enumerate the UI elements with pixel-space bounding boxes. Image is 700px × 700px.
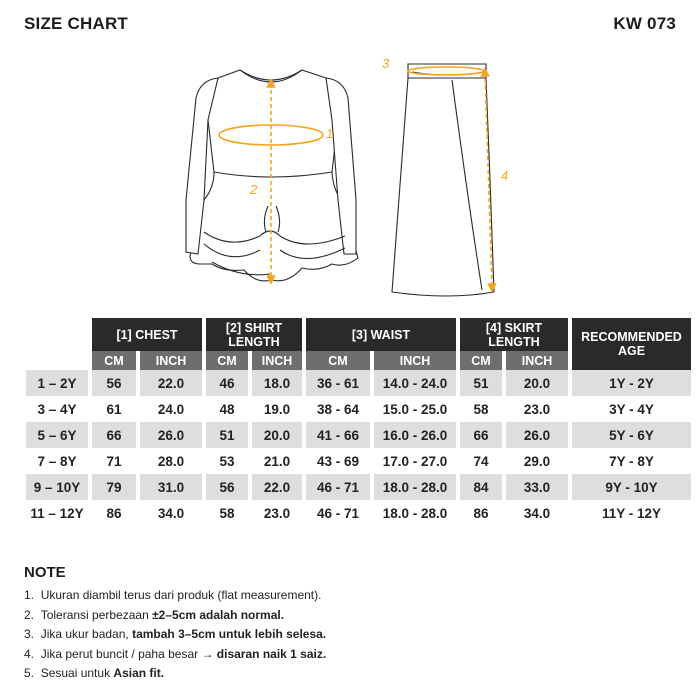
- note-item: [24, 645, 326, 665]
- table-cell: 66: [460, 422, 502, 448]
- table-cell: 79: [92, 474, 136, 500]
- table-cell: 61: [106, 401, 122, 417]
- notes-title: NOTE: [24, 564, 66, 581]
- table-cell: 20.0: [252, 422, 302, 448]
- table-cell: 18.0 - 28.0: [382, 505, 448, 521]
- table-cell: 29.0: [523, 453, 551, 469]
- note-text: Jika ukur badan,: [40, 627, 133, 641]
- note-text: Ukuran diambil terus dari produk (flat measurement).: [40, 588, 322, 602]
- table-cell: 86: [473, 505, 489, 521]
- note-emphasis: disaran naik 1 saiz.: [216, 646, 327, 661]
- table-cell: 23.0: [263, 505, 291, 521]
- table-cell: 17.0 - 27.0: [382, 453, 448, 469]
- size-table-body: [26, 370, 691, 526]
- table-cell: 33.0: [506, 474, 568, 500]
- table-cell: 22.0: [140, 370, 202, 396]
- table-cell: 26.0: [506, 422, 568, 448]
- table-cell: 74: [473, 453, 489, 469]
- table-cell: 22.0: [252, 474, 302, 500]
- table-row: [26, 474, 691, 500]
- table-cell: 31.0: [140, 474, 202, 500]
- note-item: [24, 625, 326, 645]
- table-cell: 26.0: [140, 422, 202, 448]
- note-text: Jika perut buncit / paha besar →: [40, 646, 217, 661]
- table-cell: 43 - 69: [316, 453, 360, 469]
- subheader-inch: INCH: [374, 351, 456, 370]
- table-cell: 46: [206, 370, 248, 396]
- skirt-drawing: [392, 64, 494, 296]
- note-number: 2.: [24, 607, 35, 622]
- page-title: SIZE CHART: [24, 14, 128, 33]
- table-cell: 3Y - 4Y: [609, 401, 654, 417]
- table-cell: 11Y - 12Y: [601, 505, 662, 521]
- header-waist: [3] WAIST: [306, 318, 456, 351]
- garment-illustration: [0, 0, 700, 310]
- table-cell: 58: [219, 505, 235, 521]
- table-cell: 46 - 71: [316, 505, 360, 521]
- size-label: 5 – 6Y: [26, 422, 88, 448]
- note-item: [24, 664, 326, 684]
- table-cell: 58: [473, 401, 489, 417]
- note-item: [24, 606, 326, 626]
- note-number: 3.: [24, 627, 35, 641]
- size-label: 3 – 4Y: [37, 401, 77, 417]
- table-row: [26, 500, 691, 526]
- table-cell: 19.0: [263, 401, 291, 417]
- table-cell: 20.0: [506, 370, 568, 396]
- size-table: [22, 318, 695, 526]
- note-emphasis: ±2–5cm adalah normal.: [152, 607, 285, 622]
- table-cell: 56: [206, 474, 248, 500]
- table-cell: 34.0: [523, 505, 551, 521]
- blouse-drawing: [186, 70, 358, 281]
- header-chest: [1] CHEST: [92, 318, 202, 351]
- table-row: [26, 396, 691, 422]
- note-item: [24, 586, 326, 606]
- subheader-inch: INCH: [252, 351, 302, 370]
- marker-waist-label: 3: [382, 56, 390, 71]
- header-recommended-age: RECOMMENDED AGE: [572, 318, 691, 370]
- table-cell: 84: [460, 474, 502, 500]
- table-cell: 41 - 66: [306, 422, 370, 448]
- size-label: 9 – 10Y: [26, 474, 88, 500]
- table-cell: 16.0 - 26.0: [374, 422, 456, 448]
- product-code: KW 073: [613, 14, 676, 33]
- table-cell: 46 - 71: [306, 474, 370, 500]
- table-cell: 5Y - 6Y: [572, 422, 691, 448]
- table-cell: 18.0 - 28.0: [374, 474, 456, 500]
- note-text: Toleransi perbezaan: [40, 607, 153, 622]
- table-cell: 36 - 61: [306, 370, 370, 396]
- table-cell: 38 - 64: [316, 401, 360, 417]
- table-cell: 21.0: [263, 453, 291, 469]
- table-cell: 7Y - 8Y: [609, 453, 654, 469]
- table-cell: 51: [460, 370, 502, 396]
- marker-chest-label: 1: [326, 126, 334, 141]
- subheader-cm: CM: [306, 351, 370, 370]
- table-cell: 23.0: [523, 401, 551, 417]
- note-number: 1.: [24, 588, 35, 602]
- table-cell: 18.0: [252, 370, 302, 396]
- note-number: 4.: [24, 646, 35, 661]
- subheader-inch: INCH: [140, 351, 202, 370]
- subheader-inch: INCH: [506, 351, 568, 370]
- table-cell: 24.0: [157, 401, 185, 417]
- table-row: [26, 448, 691, 474]
- notes-list: [24, 586, 326, 684]
- header-shirt-length: [2] SHIRT LENGTH: [206, 318, 302, 351]
- note-number: 5.: [24, 666, 35, 680]
- note-text: Sesuai untuk: [40, 666, 114, 680]
- note-emphasis: Asian fit.: [113, 666, 165, 680]
- marker-skirt-length-label: 4: [501, 168, 509, 183]
- table-cell: 28.0: [157, 453, 185, 469]
- table-cell: 53: [219, 453, 235, 469]
- table-cell: 14.0 - 24.0: [374, 370, 456, 396]
- size-label: 11 – 12Y: [30, 505, 84, 521]
- table-cell: 86: [106, 505, 122, 521]
- subheader-cm: CM: [92, 351, 136, 370]
- table-cell: 9Y - 10Y: [572, 474, 691, 500]
- table-cell: 71: [106, 453, 122, 469]
- subheader-cm: CM: [206, 351, 248, 370]
- table-cell: 1Y - 2Y: [572, 370, 691, 396]
- size-label: 7 – 8Y: [37, 453, 77, 469]
- table-cell: 34.0: [157, 505, 185, 521]
- table-corner: [26, 318, 88, 370]
- size-label: 1 – 2Y: [26, 370, 88, 396]
- table-row: [26, 370, 691, 396]
- table-cell: 56: [92, 370, 136, 396]
- header-skirt-length: [4] SKIRT LENGTH: [460, 318, 568, 351]
- marker-shirt-length-label: 2: [250, 182, 258, 197]
- table-cell: 15.0 - 25.0: [382, 401, 448, 417]
- table-cell: 48: [219, 401, 235, 417]
- table-cell: 51: [206, 422, 248, 448]
- note-emphasis: tambah 3–5cm untuk lebih selesa.: [132, 627, 327, 641]
- subheader-cm: CM: [460, 351, 502, 370]
- table-row: [26, 422, 691, 448]
- notes-section: [24, 564, 326, 684]
- table-cell: 66: [92, 422, 136, 448]
